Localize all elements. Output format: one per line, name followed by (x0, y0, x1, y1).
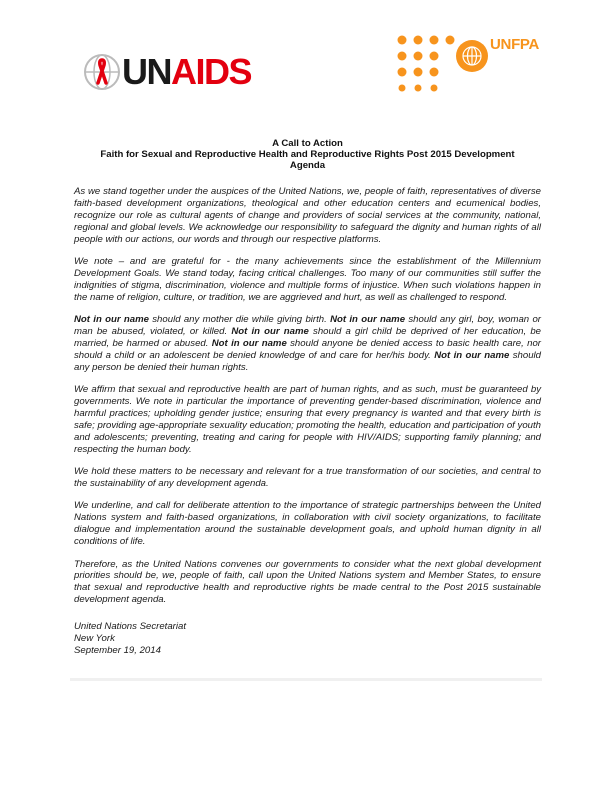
title-line-1: A Call to Action (272, 138, 343, 149)
paragraph-1: As we stand together under the auspices of the United Nations, we, people of faith, representatives of diverse faith-based development organizations, theological and other education centers and ecumenical bodies, recognize our role as cultural agents of change and providers of social services at the community, national, regional and global levels. We acknowledge our responsibility to safeguard the dignity and human rights of all people with our actions, our words and through our respective platforms. (74, 186, 541, 245)
signature-block (74, 621, 541, 657)
red-ribbon-globe-icon (82, 52, 122, 92)
document-title (74, 138, 541, 171)
logo-bar (0, 0, 612, 110)
title-line-2: Faith for Sexual and Reproductive Health and Reproductive Rights Post 2015 Development (100, 149, 515, 160)
paragraph-6: We underline, and call for deliberate attention to the importance of strategic partnerships between the United Nations system and faith-based organizations, in collaboration with civil society organizations, to facilitate dialogue and implementation around the sustainable development goals, and uphold human dignity in all conditions of life. (74, 500, 541, 548)
page-divider (70, 678, 542, 681)
bold-phrase: Not in our name (330, 314, 406, 326)
unfpa-logo (394, 34, 544, 92)
paragraph-2: We note – and are grateful for - the many achievements since the establishment of the Millennium Development Goals. We stand today, facing critical challenges. Too many of our communities still suffer the indignities of stigma, discrimination, violence and multiple forms of injustice. When such violations happen in the name of religion, culture, or tradition, we are aggrieved and hurt, as well as challenged to respond. (74, 256, 541, 303)
unaids-wordmark (122, 51, 252, 92)
un-emblem-icon (463, 47, 481, 65)
bold-phrase: Not in our name (74, 314, 149, 326)
paragraph-3-text: should any person be denied their human rights. (74, 349, 541, 373)
bold-phrase: Not in our name (211, 337, 287, 349)
unfpa-wordmark: UNFPA (490, 36, 540, 53)
paragraph-3-text: should any girl, boy, woman or man be abused, violated, or killed. (74, 314, 541, 338)
paragraph-3-text: should any mother die while giving birth. (148, 314, 331, 326)
unaids-logo (82, 52, 251, 92)
title-line-3: Agenda (289, 160, 326, 171)
paragraph-5: We hold these matters to be necessary and relevant for a true transformation of our societies, and central to the sustainability of any development agenda. (74, 466, 541, 490)
paragraph-3-text: should a girl child be deprived of her education, be married, be harmed or abused. (74, 326, 541, 349)
bold-phrase: Not in our name (434, 349, 510, 361)
paragraph-7: Therefore, as the United Nations convenes our governments to consider what the next global development priorities should be, we, people of faith, call upon the United Nations system and Member States, to ensure that sexual and reproductive health and reproductive rights be made central to the Post 2015 sustainable development agenda. (74, 558, 541, 606)
signature-city: New York (74, 633, 115, 645)
signature-organization: United Nations Secretariat (74, 621, 186, 633)
unaids-text-un: UN (122, 51, 171, 92)
unaids-text-aids: AIDS (171, 51, 252, 92)
bold-phrase: Not in our name (231, 326, 309, 338)
signature-date: September 19, 2014 (74, 645, 161, 656)
paragraph-3-text: should anyone be denied access to basic health care, nor should a child or an adolescent be denied knowledge of and care for her/his body. (74, 337, 541, 361)
paragraph-4: We affirm that sexual and reproductive health are part of human rights, and as such, must be guaranteed by governments. We note in particular the importance of preventing gender-based discrimination, violence and harmful practices; upholding gender justice; ensuring that every pregnancy is wanted and that every birth is safe; providing age-appropriate sexuality education; promoting the health, education and participation of youth and adolescents; preventing, treating and caring for people with HIV/AIDS; supporting family planning; and respecting the human body. (74, 384, 541, 455)
document-body (74, 138, 541, 657)
paragraph-3 (74, 314, 541, 374)
